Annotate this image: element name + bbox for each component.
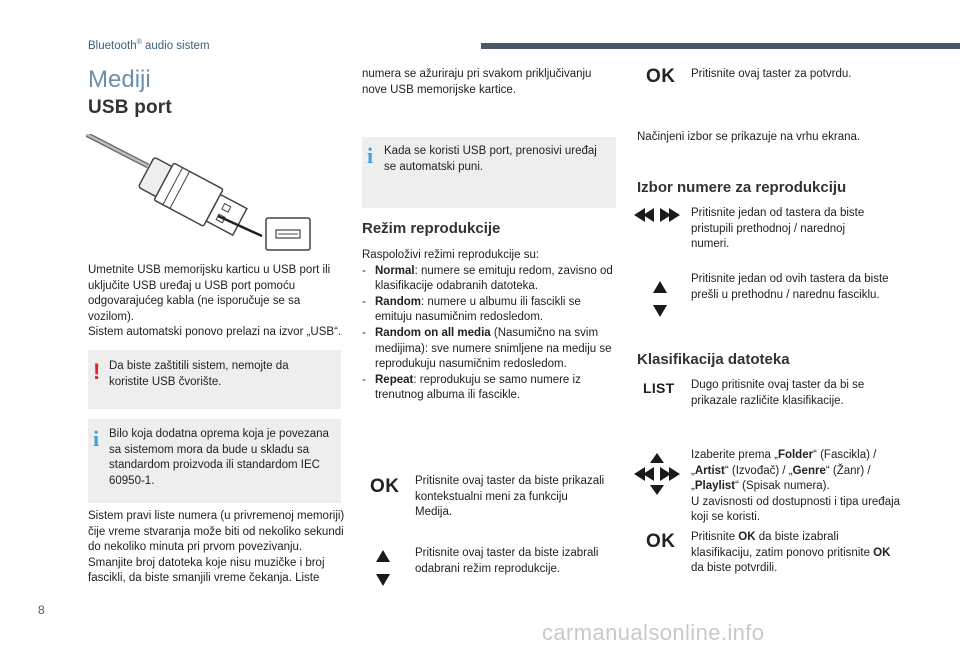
watermark: carmanualsonline.info xyxy=(542,620,765,645)
usb-illustration xyxy=(86,134,318,254)
usb-insert-paragraph: Umetnite USB memorijsku karticu u USB port ili uključite USB uređaj u USB port pomoću odgovarajućeg kabla (ne isporučuje se sa vozilom). Sistem automatski ponovo prelazi na izvor „USB“. xyxy=(88,264,342,339)
warning-icon: ! xyxy=(93,359,101,384)
info-box-charging: i Kada se koristi USB port, prenosivi uređaj se automatski puni. xyxy=(362,137,616,208)
ok-button-icon: OK xyxy=(646,66,676,87)
playback-mode-list xyxy=(362,264,618,404)
list-button-icon: LIST xyxy=(643,380,675,396)
updown-mode-text: Pritisnite ovaj taster da biste izabrali odabrani režim reprodukcije. xyxy=(415,547,599,575)
list-long-press-text: Dugo pritisnite ovaj taster da bi se prikazale različite klasifikacije. xyxy=(691,379,865,407)
selection-shown-text: Načinjeni izbor se prikazuje na vrhu ekrana. xyxy=(637,131,861,143)
warning-box: ! Da biste zaštitili sistem, nemojte da koristite USB čvorište. xyxy=(88,350,341,409)
ok-confirm-text: Pritisnite ovaj taster za potvrdu. xyxy=(691,68,852,80)
classification-options-text: Izaberite prema „Folder“ (Fascikla) / „Artist“ (Izvođač) / „Genre“ (Žanr) / „Playlist“ (Spisak numera). U zavisnosti od dostupnosti i tipa uređaja koji se koristi. xyxy=(691,449,901,524)
directional-arrows-icon xyxy=(633,452,681,496)
prev-next-track-text: Pritisnite jedan od tastera da biste pristupili prethodnoj / narednoj numeri. xyxy=(691,207,865,251)
ok-select-classification-text: Pritisnite OK da biste izabrali klasifikaciju, zatim ponovo pritisnite OK da biste potvrdili. xyxy=(691,531,891,575)
info-box-standards: i Bilo koja dodatna oprema koja je povezana sa sistemom mora da bude u skladu sa standardom proizvoda ili standardom IEC 60950-1. xyxy=(88,419,341,503)
prev-next-arrows-icon xyxy=(633,207,681,223)
info-icon: i xyxy=(367,143,374,168)
list-item: - Repeat: reprodukuju se samo numere iz trenutnog albuma ili fascikle. xyxy=(362,373,618,404)
list-item: - Random on all media (Nasumično na svim medijima): sve numere snimljene na mediju se reprodukuju nasumičnim redosledom. xyxy=(362,326,618,373)
playback-modes-section: Raspoloživi režimi reprodukcije su: - Normal: numere se emituju redom, zavisno od klasifikacije odabranih datoteka. - Random: numere u albumu ili fascikli se emituju nasumičnim redosledom. - Random on all media (Nasumično na svim medijima): sve numere snimljene na mediju se reprodukuju nasumičnim redosledom. - Repeat: reprodukuju se samo numere iz trenutnog albuma ili fascikle. xyxy=(362,248,618,404)
track-selection-heading: Izbor numere za reprodukciju xyxy=(637,179,847,196)
ok-button-icon: OK xyxy=(370,476,400,497)
ok-button-icon: OK xyxy=(646,531,676,552)
up-down-arrows-icon xyxy=(652,280,668,318)
usb-heading: USB port xyxy=(88,97,172,118)
header-bar xyxy=(481,43,960,49)
page-title: Mediji xyxy=(88,66,151,93)
usb-plug-icon xyxy=(86,134,318,254)
continued-paragraph: numera se ažuriraju pri svakom priključivanju nove USB memorijske kartice. xyxy=(362,68,592,96)
info-icon: i xyxy=(93,426,100,451)
prev-next-folder-text: Pritisnite jedan od ovih tastera da biste prešli u prethodnu / narednu fasciklu. xyxy=(691,273,889,301)
running-header: Bluetooth® audio sistem xyxy=(88,39,210,52)
page-number: 8 xyxy=(38,603,45,617)
playback-mode-heading: Režim reprodukcije xyxy=(362,220,501,237)
ok-context-menu-text: Pritisnite ovaj taster da biste prikazali kontekstualni meni za funkciju Medija. xyxy=(415,475,605,519)
list-item: - Random: numere u albumu ili fascikli se emituju nasumičnim redosledom. xyxy=(362,295,618,326)
track-lists-paragraph: Sistem pravi liste numera (u privremenoj memoriji) čije vreme stvaranja može biti od nekoliko sekundi do nekoliko minuta pri prvom povezivanju. Smanjite broj datoteka koje nisu muzičke i broj fascikli, da biste smanjili vreme čekanja. Liste xyxy=(88,510,345,585)
file-classification-heading: Klasifikacija datoteka xyxy=(637,351,790,368)
list-item: - Normal: numere se emituju redom, zavisno od klasifikacije odabranih datoteka. xyxy=(362,264,618,295)
up-down-arrows-icon xyxy=(375,549,391,587)
